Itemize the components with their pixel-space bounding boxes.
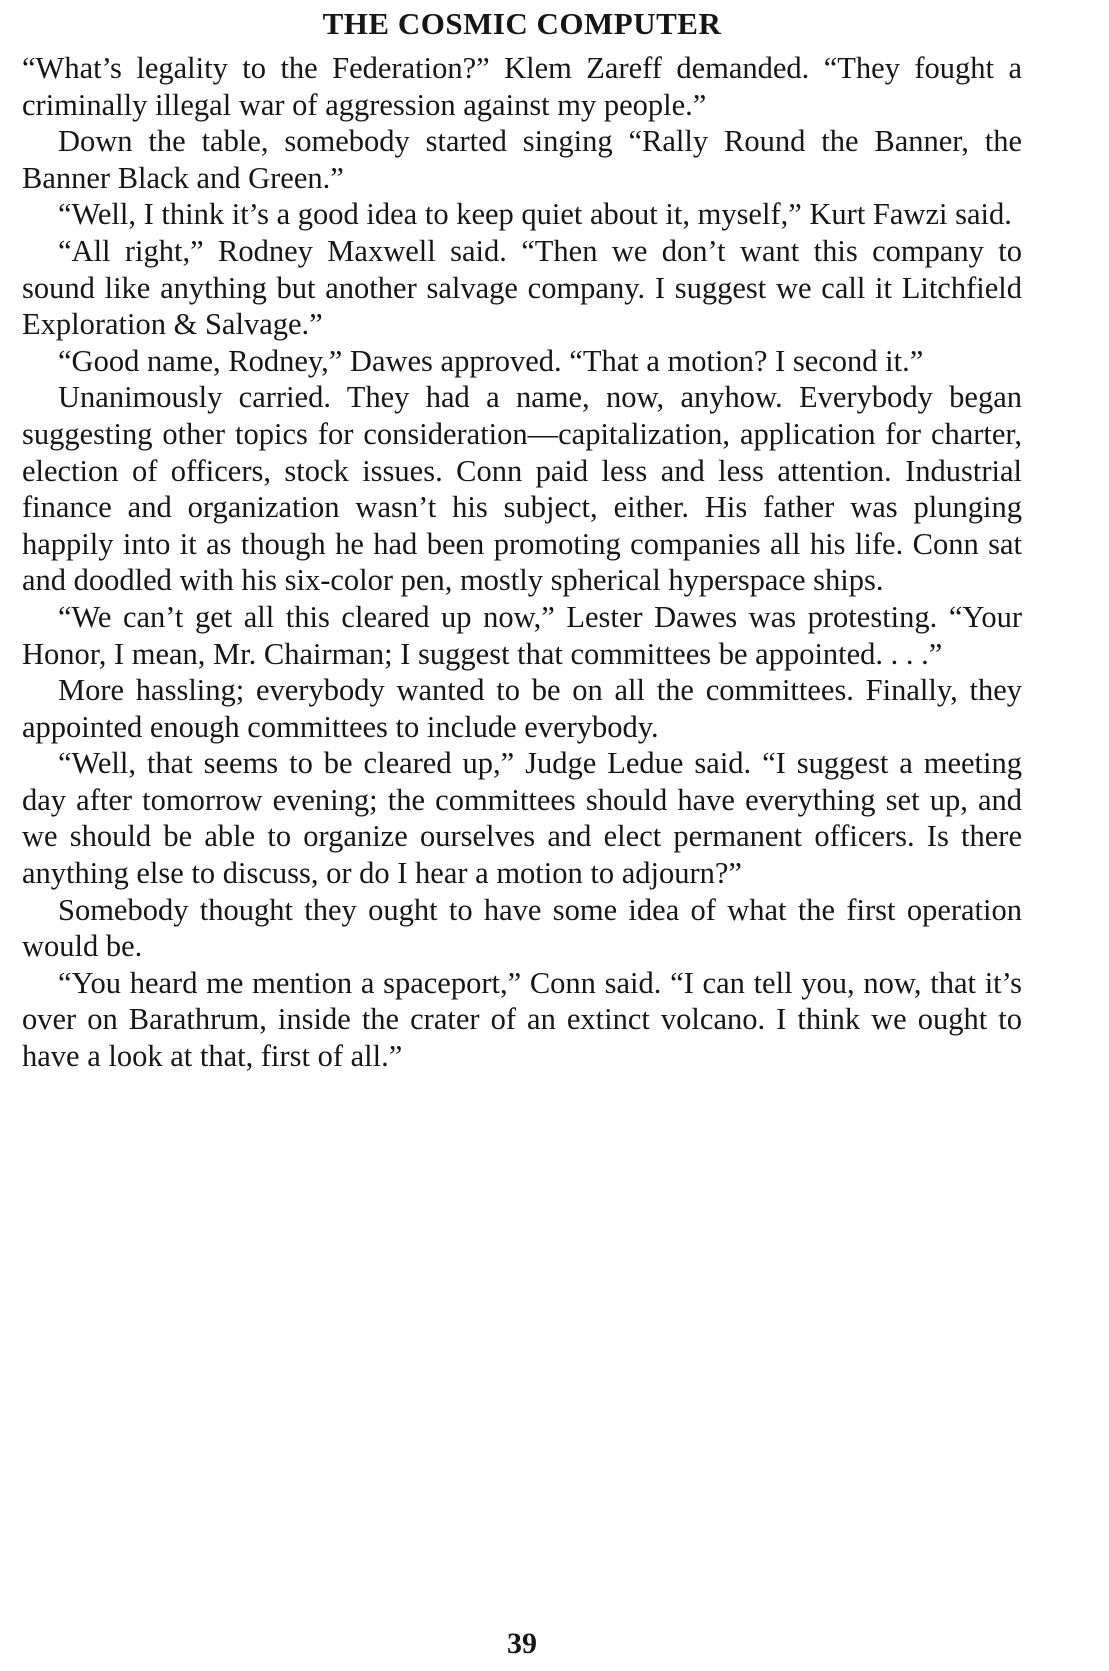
paragraph: “What’s legality to the Federation?” Klem Zareff demanded. “They fought a criminally illegal war of aggression against my people.” xyxy=(22,51,1022,122)
page-number: 39 xyxy=(507,1627,537,1660)
paragraph: Unanimously carried. They had a name, now, anyhow. Everybody began suggesting other topics for consideration—capitalization, application for charter, election of officers, stock issues. Conn paid less and less attention. Industrial finance and organization wasn’t his subject, either. His father was plunging happily into it as though he had been promoting companies all his life. Conn sat and doodled with his six-color pen, mostly spherical hyperspace ships. xyxy=(22,380,1022,598)
paragraph: “All right,” Rodney Maxwell said. “Then we don’t want this company to sound like anything but another salvage company. I suggest we call it Litchfield Exploration & Salvage.” xyxy=(22,233,1022,342)
paragraph: “We can’t get all this cleared up now,” Lester Dawes was protesting. “Your Honor, I mean, Mr. Chairman; I suggest that committees be appointed. . . .” xyxy=(22,599,1022,671)
paragraph: “Good name, Rodney,” Dawes approved. “That a motion? I second it.” xyxy=(58,343,924,378)
paragraph: “Well, I think it’s a good idea to keep quiet about it, myself,” Kurt Fawzi said. xyxy=(58,197,1012,232)
book-page xyxy=(22,4,1022,1664)
paragraph: Down the table, somebody started singing “Rally Round the Banner, the Banner Black and Green.” xyxy=(22,124,1022,195)
paragraph: “You heard me mention a spaceport,” Conn said. “I can tell you, now, that it’s over on Barathrum, inside the crater of an extinct volcano. I think we ought to have a look at that, first of all.” xyxy=(22,965,1022,1074)
paragraph: Somebody thought they ought to have some idea of what the first operation would be. xyxy=(22,892,1022,964)
paragraph: More hassling; everybody wanted to be on all the committees. Finally, they appointed enough committees to include everybody. xyxy=(22,673,1022,744)
running-head: THE COSMIC COMPUTER xyxy=(322,6,722,41)
paragraph: “Well, that seems to be cleared up,” Judge Ledue said. “I suggest a meeting day after tomorrow evening; the committees should have everything set up, and we should be able to organize ourselves and elect permanent officers. Is there anything else to discuss, or do I hear a motion to adjourn?” xyxy=(22,746,1022,891)
body-text xyxy=(22,50,1022,1075)
